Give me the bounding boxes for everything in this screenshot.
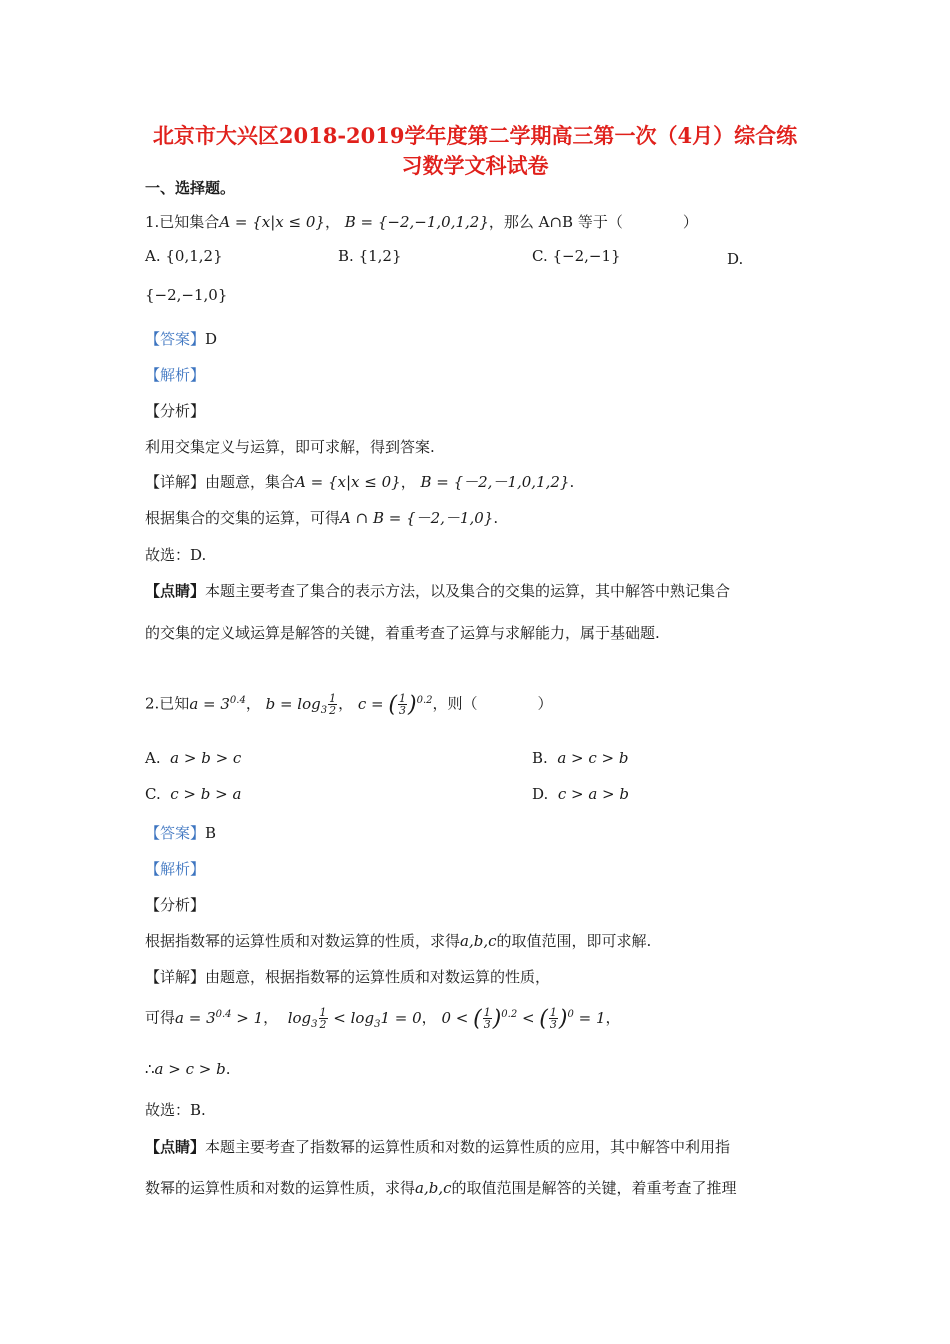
q1-comment-line2: 的交集的定义域运算是解答的关键，着重考查了运算与求解能力，属于基础题.: [145, 624, 660, 642]
q2-option-a-label: A.: [145, 749, 161, 767]
q2-comment-text1: 本题主要考查了指数幂的运算性质和对数的运算性质的应用，其中解答中利用指: [205, 1138, 731, 1156]
q1-comment-text1: 本题主要考查了集合的表示方法，以及集合的交集的运算，其中解答中熟记集合: [205, 582, 731, 600]
q1-option-c-label: C.: [532, 247, 548, 265]
q1-choose: 故选：D.: [145, 546, 207, 564]
q1-detail-tag: 【详解】: [145, 473, 206, 491]
q2-detail2-prefix: 可得: [145, 1008, 176, 1027]
q1-detail: 【详解】由题意，集合A = {x|x ≤ 0}， B = {－2,－1,0,1,2}.: [145, 473, 575, 491]
section-heading: 一、选择题。: [145, 179, 236, 197]
q2-fenxi: [145, 930, 651, 951]
q2-detail2: 可得$a = 3^{0.4} > 1$， $\log_3$ $\frac{1}{2}$ < $\log_31 = 0$， 0 < ( $\frac{1}{3}$ )$^{0.2}$ < ( $\frac{1}{3}$ )$^0$ = 1，: [145, 1006, 621, 1031]
q2-fenxi-suffix: 的取值范围，即可求解.: [496, 932, 652, 950]
q1-stem: 1.已知集合A = {x|x ≤ 0}， B = {−2,−1,0,1,2}，那么 A∩B 等于（ ）: [145, 213, 698, 231]
q1-option-c: [532, 247, 621, 265]
q2-comment2-suffix: 的取值范围是解答的关键，着重考查了推理: [451, 1179, 737, 1197]
q1-fenxi-text: 利用交集定义与运算，即可求解，得到答案.: [145, 438, 435, 456]
q2-detail-tag: 【详解】: [145, 968, 206, 986]
q2-detail2-expr-log: $\log_3$ $\frac{1}{2}$ < $\log_31 = 0$: [287, 1006, 422, 1031]
q2-option-b-label: B.: [532, 749, 548, 767]
q1-detail-set-a: A = {x|x ≤ 0}: [295, 473, 401, 491]
q2-comment2-prefix: 数幂的运算性质和对数的运算性质，求得: [145, 1179, 416, 1197]
q2-detail-text: 由题意，根据指数幂的运算性质和对数运算的性质，: [205, 968, 551, 986]
q2-option-a-value: a > b > c: [170, 749, 242, 767]
q2-comment-line2: [145, 1177, 737, 1198]
q2-choose: 故选：B.: [145, 1101, 206, 1119]
document-title-line1: 北京市大兴区2018-2019学年度第二学期高三第一次（4月）综合练: [152, 123, 798, 148]
q1-detail-prefix: 由题意，集合: [205, 473, 296, 491]
q2-stem: 2.已知$a = 3^{0.4}$， $b = \log_3$ $\frac{1}{2}$ ， c = ( $\frac{1}{3}$ )$^{0.2}$，则（ ）: [145, 692, 553, 717]
q1-option-b-value: {1,2}: [358, 247, 402, 265]
q1-stem-suffix: ，那么 A∩B 等于（ ）: [488, 213, 698, 231]
q2-option-d-label: D.: [532, 785, 549, 803]
q2-detail2-expr-pow: 0 < ( $\frac{1}{3}$ )$^{0.2}$ < ( $\frac{1}{3}$ )$^0$ = 1: [441, 1006, 606, 1031]
q2-stem-prefix: 2.已知: [145, 694, 190, 713]
q1-fenxi-tag: 【分析】: [145, 402, 206, 420]
q2-option-a: [145, 749, 241, 767]
q2-comment-tag: 【点睛】: [145, 1138, 206, 1156]
q2-therefore-symbol: ∴: [145, 1060, 155, 1078]
q1-option-d-label: D.: [727, 250, 744, 268]
q2-therefore: ∴a > c > b.: [145, 1060, 231, 1078]
q2-answer-value: B: [205, 824, 217, 842]
q1-detail2-prefix: 根据集合的交集的运算，可得: [145, 509, 341, 527]
q1-answer-tag: 【答案】: [145, 330, 206, 348]
q2-stem-suffix: ，则（ ）: [432, 694, 553, 713]
q2-fenxi-prefix: 根据指数幂的运算性质和对数运算的性质，求得: [145, 932, 461, 950]
q2-fenxi-vars: a,b,c: [460, 932, 497, 950]
q1-answer: [145, 328, 217, 349]
q1-detail2: 根据集合的交集的运算，可得A ∩ B = {－2,－1,0}.: [145, 509, 499, 527]
q2-option-b-value: a > c > b: [557, 749, 629, 767]
q1-analysis-tag: 【解析】: [145, 366, 206, 384]
q2-comment-line1: [145, 1136, 730, 1157]
q1-answer-value: D: [205, 330, 218, 348]
q2-analysis-tag: 【解析】: [145, 860, 206, 878]
q2-option-c-label: C.: [145, 785, 161, 803]
q2-option-b: [532, 749, 629, 767]
q2-expr-c: c = ( $\frac{1}{3}$ )$^{0.2}$: [357, 692, 433, 717]
q1-option-a-label: A.: [145, 247, 161, 265]
q2-therefore-math: a > c > b: [154, 1060, 226, 1078]
q1-option-a-value: {0,1,2}: [165, 247, 223, 265]
q2-comment2-vars: a,b,c: [415, 1179, 452, 1197]
q1-option-b: [338, 247, 402, 265]
q1-detail2-math: A ∩ B = {－2,－1,0}: [340, 509, 494, 527]
q2-detail: [145, 966, 550, 987]
q2-answer-tag: 【答案】: [145, 824, 206, 842]
q2-option-d-value: c > a > b: [557, 785, 629, 803]
q2-option-c: [145, 785, 241, 803]
q2-option-d: [532, 785, 629, 803]
q1-comment-line1: [145, 580, 730, 601]
q1-set-a: A = {x|x ≤ 0}: [219, 213, 325, 231]
q2-fenxi-tag: 【分析】: [145, 896, 206, 914]
q2-detail2-expr-a: $a = 3^{0.4} > 1$: [175, 1008, 264, 1027]
q2-frac-half: $\frac{1}{2}$: [329, 692, 337, 717]
q2-answer: [145, 822, 216, 843]
q1-option-d-value: {−2,−1,0}: [145, 286, 228, 304]
q2-expr-a: $a = 3^{0.4}$: [189, 694, 246, 713]
q2-option-c-value: c > b > a: [170, 785, 242, 803]
q2-expr-b: $b = \log_3$ $\frac{1}{2}$: [265, 692, 337, 717]
q1-stem-prefix: 1.已知集合: [145, 213, 220, 231]
q1-option-b-label: B.: [338, 247, 354, 265]
q1-set-b: B = {−2,−1,0,1,2}: [344, 213, 489, 231]
document-title-line2: 习数学文科试卷: [401, 153, 549, 178]
q1-detail-set-b: B = {－2,－1,0,1,2}: [420, 473, 570, 491]
q1-comment-tag: 【点睛】: [145, 582, 206, 600]
q1-option-c-value: {−2,−1}: [552, 247, 621, 265]
q1-option-a: [145, 247, 223, 265]
